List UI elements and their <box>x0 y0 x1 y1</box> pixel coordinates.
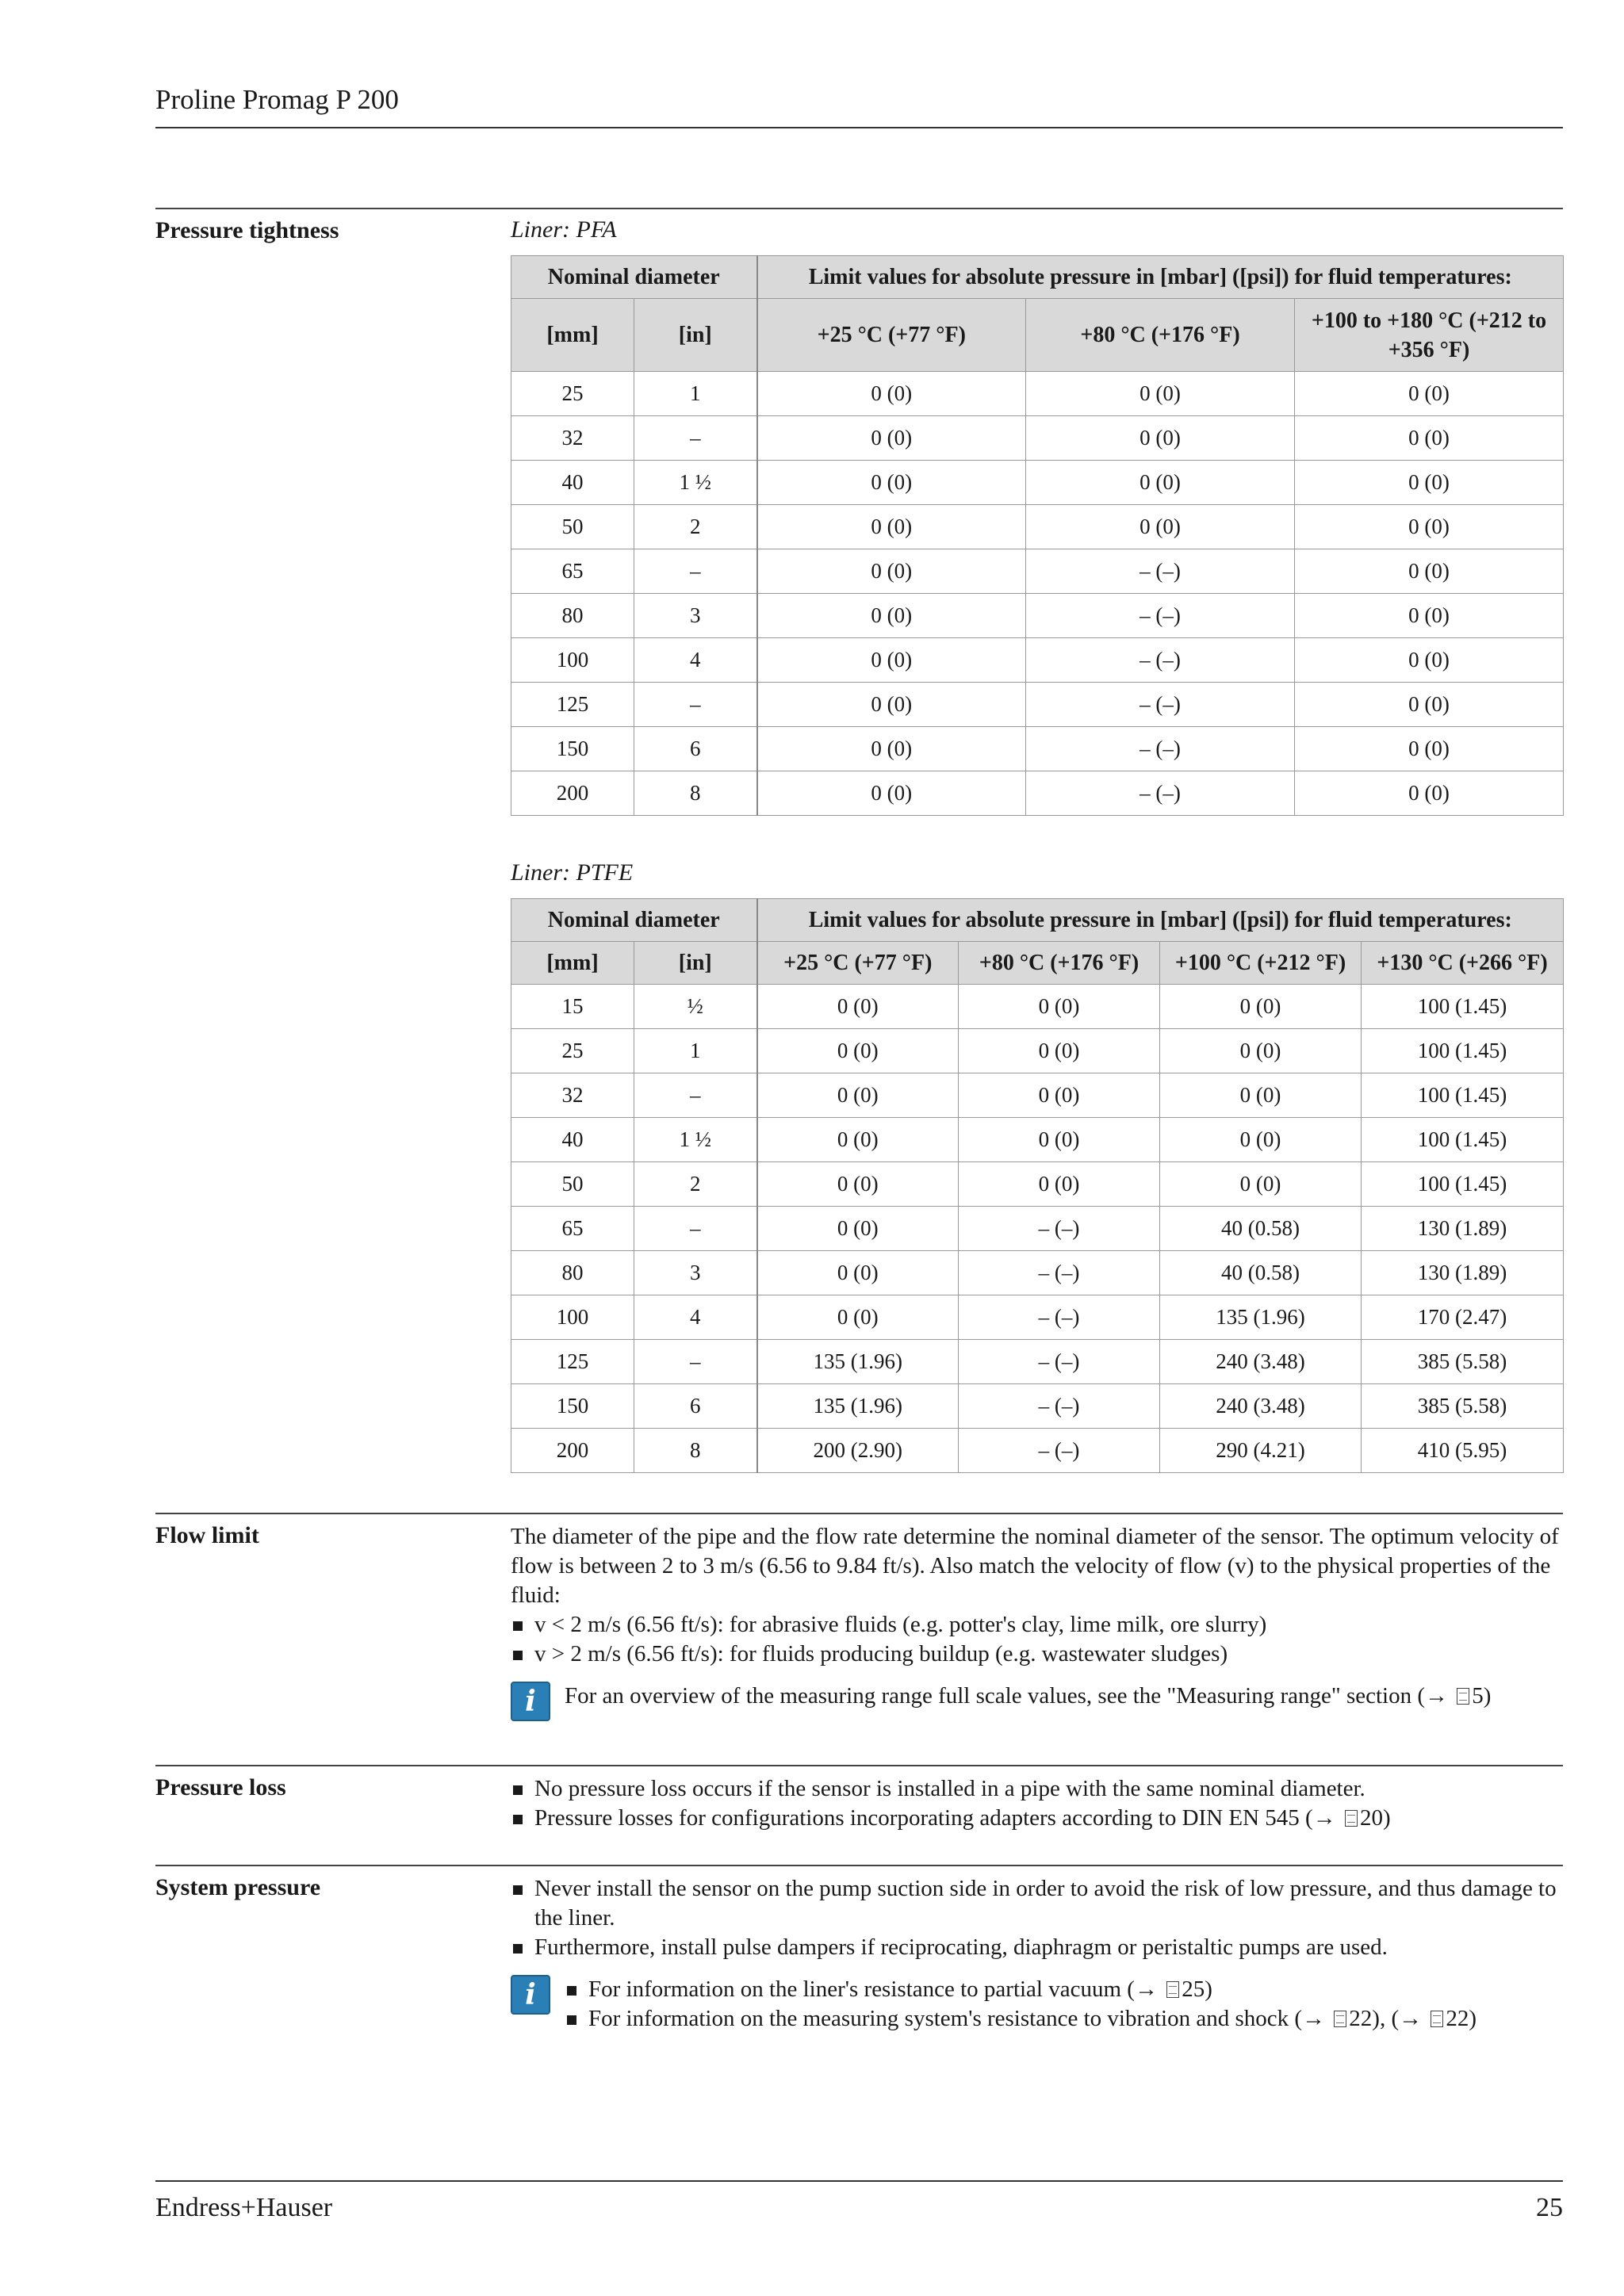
table-row <box>511 1340 1564 1384</box>
info-note-list <box>565 1975 1563 2034</box>
table-cell: 0 (0) <box>757 1207 959 1251</box>
table-cell: 25 <box>511 1029 634 1073</box>
table-row <box>511 683 1564 727</box>
info-note <box>511 1682 1563 1723</box>
column-header: [in] <box>634 942 757 985</box>
table-cell: 0 (0) <box>757 505 1026 549</box>
table-cell: 100 (1.45) <box>1362 1073 1564 1118</box>
section-content <box>511 1774 1563 1833</box>
table-cell: 150 <box>511 727 634 771</box>
table-cell: – (–) <box>959 1251 1160 1295</box>
table-row <box>511 1207 1564 1251</box>
table-cell: 8 <box>634 771 757 816</box>
table-cell: 0 (0) <box>1160 1162 1362 1207</box>
header-nominal-diameter: Nominal diameter <box>511 256 757 299</box>
page-reference-icon <box>1457 1688 1469 1705</box>
section-content <box>511 1874 1563 2034</box>
table-cell: 0 (0) <box>959 1073 1160 1118</box>
table-cell: 0 (0) <box>959 1029 1160 1073</box>
table-row <box>511 771 1564 816</box>
info-note <box>511 1975 1563 2034</box>
table-cell: 290 (4.21) <box>1160 1429 1362 1473</box>
column-header: +25 °C (+77 °F) <box>757 942 959 985</box>
column-header: [mm] <box>511 942 634 985</box>
table-row <box>511 1251 1564 1295</box>
table-cell: 125 <box>511 683 634 727</box>
header-limit-values: Limit values for absolute pressure in [mbar] ([psi]) for fluid temperatures: <box>757 899 1564 942</box>
table-row <box>511 372 1564 416</box>
table-cell: – (–) <box>959 1429 1160 1473</box>
table-cell: 4 <box>634 638 757 683</box>
table-cell: 240 (3.48) <box>1160 1340 1362 1384</box>
page-link[interactable]: 25 <box>1182 1976 1205 2002</box>
pfa-pressure-table <box>511 255 1564 816</box>
section-content <box>511 1522 1563 1723</box>
table-cell: 0 (0) <box>757 1162 959 1207</box>
section-pressure-tightness <box>155 208 1563 1510</box>
table-cell: 2 <box>634 505 757 549</box>
table-cell: 135 (1.96) <box>1160 1295 1362 1340</box>
table-cell: 0 (0) <box>1295 771 1564 816</box>
page-number: 25 <box>1536 2193 1563 2222</box>
document-title: Proline Promag P 200 <box>155 84 399 115</box>
table-cell: – (–) <box>1026 549 1295 594</box>
table-row <box>511 549 1564 594</box>
page-link[interactable]: 20 <box>1359 1805 1383 1831</box>
table-row <box>511 1429 1564 1473</box>
table-cell: 0 (0) <box>1026 461 1295 505</box>
page-reference-icon <box>1431 2011 1443 2027</box>
table-cell: – (–) <box>1026 594 1295 638</box>
list-item <box>565 2004 1563 2034</box>
table-cell: 0 (0) <box>1295 416 1564 461</box>
table-cell: – (–) <box>959 1340 1160 1384</box>
column-header: +130 °C (+266 °F) <box>1362 942 1564 985</box>
table-row <box>511 1384 1564 1429</box>
table-cell: 0 (0) <box>757 594 1026 638</box>
list-item-text: Pressure losses for configurations incorporating adapters according to DIN EN 545 (→ <box>534 1805 1342 1831</box>
section-label: Flow limit <box>155 1522 259 1548</box>
section-label: Pressure tightness <box>155 217 339 243</box>
section-flow-limit <box>155 1513 1563 1765</box>
column-header: [in] <box>634 299 757 372</box>
table-cell: 135 (1.96) <box>757 1340 959 1384</box>
footer-brand: Endress+Hauser <box>155 2193 333 2222</box>
column-header: +80 °C (+176 °F) <box>959 942 1160 985</box>
table-row <box>511 638 1564 683</box>
list-item: Furthermore, install pulse dampers if reciprocating, diaphragm or peristaltic pumps are used. <box>511 1933 1563 1962</box>
section-content <box>511 217 1563 1473</box>
table-cell: 200 <box>511 771 634 816</box>
table-cell: 8 <box>634 1429 757 1473</box>
list-item-close: ) <box>1382 1805 1391 1831</box>
system-pressure-list <box>511 1874 1563 1962</box>
ptfe-pressure-table <box>511 898 1564 1473</box>
page-reference-icon <box>1334 2011 1346 2027</box>
list-item-mid: ), (→ <box>1372 2006 1428 2031</box>
table-cell: – (–) <box>959 1384 1160 1429</box>
table-cell: – <box>634 1073 757 1118</box>
info-icon: i <box>511 1682 550 1721</box>
table-row <box>511 1118 1564 1162</box>
table-cell: 0 (0) <box>757 416 1026 461</box>
table-cell: 80 <box>511 1251 634 1295</box>
table-cell: 0 (0) <box>1160 1029 1362 1073</box>
page-reference-icon <box>1345 1810 1358 1827</box>
table-cell: 1 <box>634 372 757 416</box>
header-nominal-diameter: Nominal diameter <box>511 899 757 942</box>
table-cell: 100 <box>511 1295 634 1340</box>
table-cell: – <box>634 1340 757 1384</box>
table-cell: 0 (0) <box>1295 549 1564 594</box>
table-cell: 0 (0) <box>757 1295 959 1340</box>
flow-limit-paragraph: The diameter of the pipe and the flow rate determine the nominal diameter of the sensor. The optimum velocity of flow is between 2 to 3 m/s (6.56 to 9.84 ft/s). Also match the velocity of flow (v) to the physical properties of the fluid: <box>511 1524 1559 1608</box>
list-item-text: For information on the measuring system's resistance to vibration and shock (→ <box>588 2006 1331 2031</box>
table-cell: – (–) <box>1026 771 1295 816</box>
table-cell: 385 (5.58) <box>1362 1384 1564 1429</box>
table-cell: – <box>634 683 757 727</box>
table-cell: 3 <box>634 1251 757 1295</box>
table-row <box>511 461 1564 505</box>
table-cell: 240 (3.48) <box>1160 1384 1362 1429</box>
table-cell: – <box>634 1207 757 1251</box>
table-cell: 0 (0) <box>1160 985 1362 1029</box>
table-cell: 100 (1.45) <box>1362 985 1564 1029</box>
table-cell: 40 <box>511 461 634 505</box>
table-cell: 0 (0) <box>1160 1073 1362 1118</box>
table-cell: 0 (0) <box>1160 1118 1362 1162</box>
column-header: +100 °C (+212 °F) <box>1160 942 1362 985</box>
table-cell: 65 <box>511 1207 634 1251</box>
table-cell: 0 (0) <box>1295 594 1564 638</box>
table-cell: – (–) <box>1026 727 1295 771</box>
table-cell: 125 <box>511 1340 634 1384</box>
table-cell: 0 (0) <box>757 372 1026 416</box>
table-cell: 0 (0) <box>959 1118 1160 1162</box>
table-cell: 0 (0) <box>757 727 1026 771</box>
table-cell: 2 <box>634 1162 757 1207</box>
table-cell: 32 <box>511 416 634 461</box>
table-cell: 170 (2.47) <box>1362 1295 1564 1340</box>
list-item-close: ) <box>1469 2006 1477 2031</box>
table-cell: 0 (0) <box>959 1162 1160 1207</box>
list-item: v < 2 m/s (6.56 ft/s): for abrasive fluids (e.g. potter's clay, lime milk, ore slurry) <box>511 1610 1563 1640</box>
table-cell: 135 (1.96) <box>757 1384 959 1429</box>
table-cell: – (–) <box>1026 683 1295 727</box>
table-row <box>511 1162 1564 1207</box>
table-row <box>511 1029 1564 1073</box>
table-cell: 0 (0) <box>1295 683 1564 727</box>
table-cell: 0 (0) <box>757 985 959 1029</box>
table-cell: 410 (5.95) <box>1362 1429 1564 1473</box>
table-cell: 200 <box>511 1429 634 1473</box>
table-cell: 100 (1.45) <box>1362 1029 1564 1073</box>
table-cell: 100 (1.45) <box>1362 1162 1564 1207</box>
table-cell: 0 (0) <box>757 1118 959 1162</box>
table-cell: 0 (0) <box>1295 727 1564 771</box>
table-row <box>511 727 1564 771</box>
table-cell: 130 (1.89) <box>1362 1207 1564 1251</box>
table-cell: 0 (0) <box>757 638 1026 683</box>
table-cell: 0 (0) <box>1026 416 1295 461</box>
table-row <box>511 985 1564 1029</box>
table-cell: 0 (0) <box>757 461 1026 505</box>
column-header: +100 to +180 °C (+212 to +356 °F) <box>1295 299 1564 372</box>
table-cell: 150 <box>511 1384 634 1429</box>
table-cell: 40 (0.58) <box>1160 1207 1362 1251</box>
table-cell: 0 (0) <box>1295 372 1564 416</box>
table-cell: 100 <box>511 638 634 683</box>
table-cell: 0 (0) <box>1295 461 1564 505</box>
table-cell: 0 (0) <box>757 1073 959 1118</box>
table-row <box>511 594 1564 638</box>
table-cell: 6 <box>634 727 757 771</box>
section-label: System pressure <box>155 1874 321 1900</box>
table-cell: 200 (2.90) <box>757 1429 959 1473</box>
list-item <box>565 1975 1563 2004</box>
section-pressure-loss <box>155 1765 1563 1865</box>
table-cell: – (–) <box>959 1207 1160 1251</box>
header-limit-values: Limit values for absolute pressure in [mbar] ([psi]) for fluid temperatures: <box>757 256 1564 299</box>
list-item-close: ) <box>1205 1976 1212 2002</box>
section-system-pressure <box>155 1865 1563 2072</box>
table-cell: ½ <box>634 985 757 1029</box>
table-caption-ptfe: Liner: PTFE <box>511 859 634 886</box>
table-cell: 40 <box>511 1118 634 1162</box>
page-link[interactable]: 5 <box>1472 1683 1484 1709</box>
table-cell: 1 ½ <box>634 1118 757 1162</box>
table-cell: 0 (0) <box>757 1251 959 1295</box>
page-link[interactable]: 22 <box>1349 2006 1373 2031</box>
page-header <box>155 79 1563 128</box>
info-icon: i <box>511 1975 550 2015</box>
table-cell: 6 <box>634 1384 757 1429</box>
column-header: +80 °C (+176 °F) <box>1026 299 1295 372</box>
table-row <box>511 1295 1564 1340</box>
table-cell: 50 <box>511 505 634 549</box>
flow-limit-list <box>511 1610 1563 1669</box>
table-cell: 0 (0) <box>757 549 1026 594</box>
table-cell: 100 (1.45) <box>1362 1118 1564 1162</box>
table-row <box>511 1073 1564 1118</box>
table-cell: 50 <box>511 1162 634 1207</box>
page-link[interactable]: 22 <box>1446 2006 1469 2031</box>
list-item: Never install the sensor on the pump suction side in order to avoid the risk of low pressure, and thus damage to the liner. <box>511 1874 1563 1933</box>
table-cell: 0 (0) <box>959 985 1160 1029</box>
column-header: [mm] <box>511 299 634 372</box>
table-cell: – <box>634 416 757 461</box>
table-cell: 65 <box>511 549 634 594</box>
table-cell: – (–) <box>959 1295 1160 1340</box>
table-cell: 0 (0) <box>1026 505 1295 549</box>
table-cell: 4 <box>634 1295 757 1340</box>
table-cell: 0 (0) <box>1295 505 1564 549</box>
table-cell: 80 <box>511 594 634 638</box>
table-cell: 3 <box>634 594 757 638</box>
page-reference-icon <box>1166 1981 1179 1998</box>
table-row <box>511 416 1564 461</box>
pressure-loss-list <box>511 1774 1563 1833</box>
page-footer <box>155 2180 1563 2222</box>
list-item-text: For information on the liner's resistance to partial vacuum (→ <box>588 1976 1164 2002</box>
list-item: No pressure loss occurs if the sensor is installed in a pipe with the same nominal diameter. <box>511 1774 1563 1804</box>
table-cell: 15 <box>511 985 634 1029</box>
table-cell: 0 (0) <box>1026 372 1295 416</box>
table-cell: 40 (0.58) <box>1160 1251 1362 1295</box>
table-cell: 130 (1.89) <box>1362 1251 1564 1295</box>
table-cell: 25 <box>511 372 634 416</box>
list-item: v > 2 m/s (6.56 ft/s): for fluids producing buildup (e.g. wastewater sludges) <box>511 1640 1563 1669</box>
table-cell: 0 (0) <box>757 771 1026 816</box>
column-header: +25 °C (+77 °F) <box>757 299 1026 372</box>
table-cell: 1 <box>634 1029 757 1073</box>
table-cell: 32 <box>511 1073 634 1118</box>
table-row <box>511 505 1564 549</box>
note-text: For an overview of the measuring range full scale values, see the "Measuring range" section (→ <box>565 1683 1454 1709</box>
table-cell: – (–) <box>1026 638 1295 683</box>
note-close: ) <box>1483 1683 1492 1709</box>
table-caption-pfa: Liner: PFA <box>511 216 617 243</box>
table-cell: 0 (0) <box>757 683 1026 727</box>
table-cell: – <box>634 549 757 594</box>
table-cell: 0 (0) <box>757 1029 959 1073</box>
section-label: Pressure loss <box>155 1774 286 1800</box>
table-cell: 1 ½ <box>634 461 757 505</box>
table-cell: 385 (5.58) <box>1362 1340 1564 1384</box>
table-cell: 0 (0) <box>1295 638 1564 683</box>
list-item <box>511 1804 1563 1833</box>
